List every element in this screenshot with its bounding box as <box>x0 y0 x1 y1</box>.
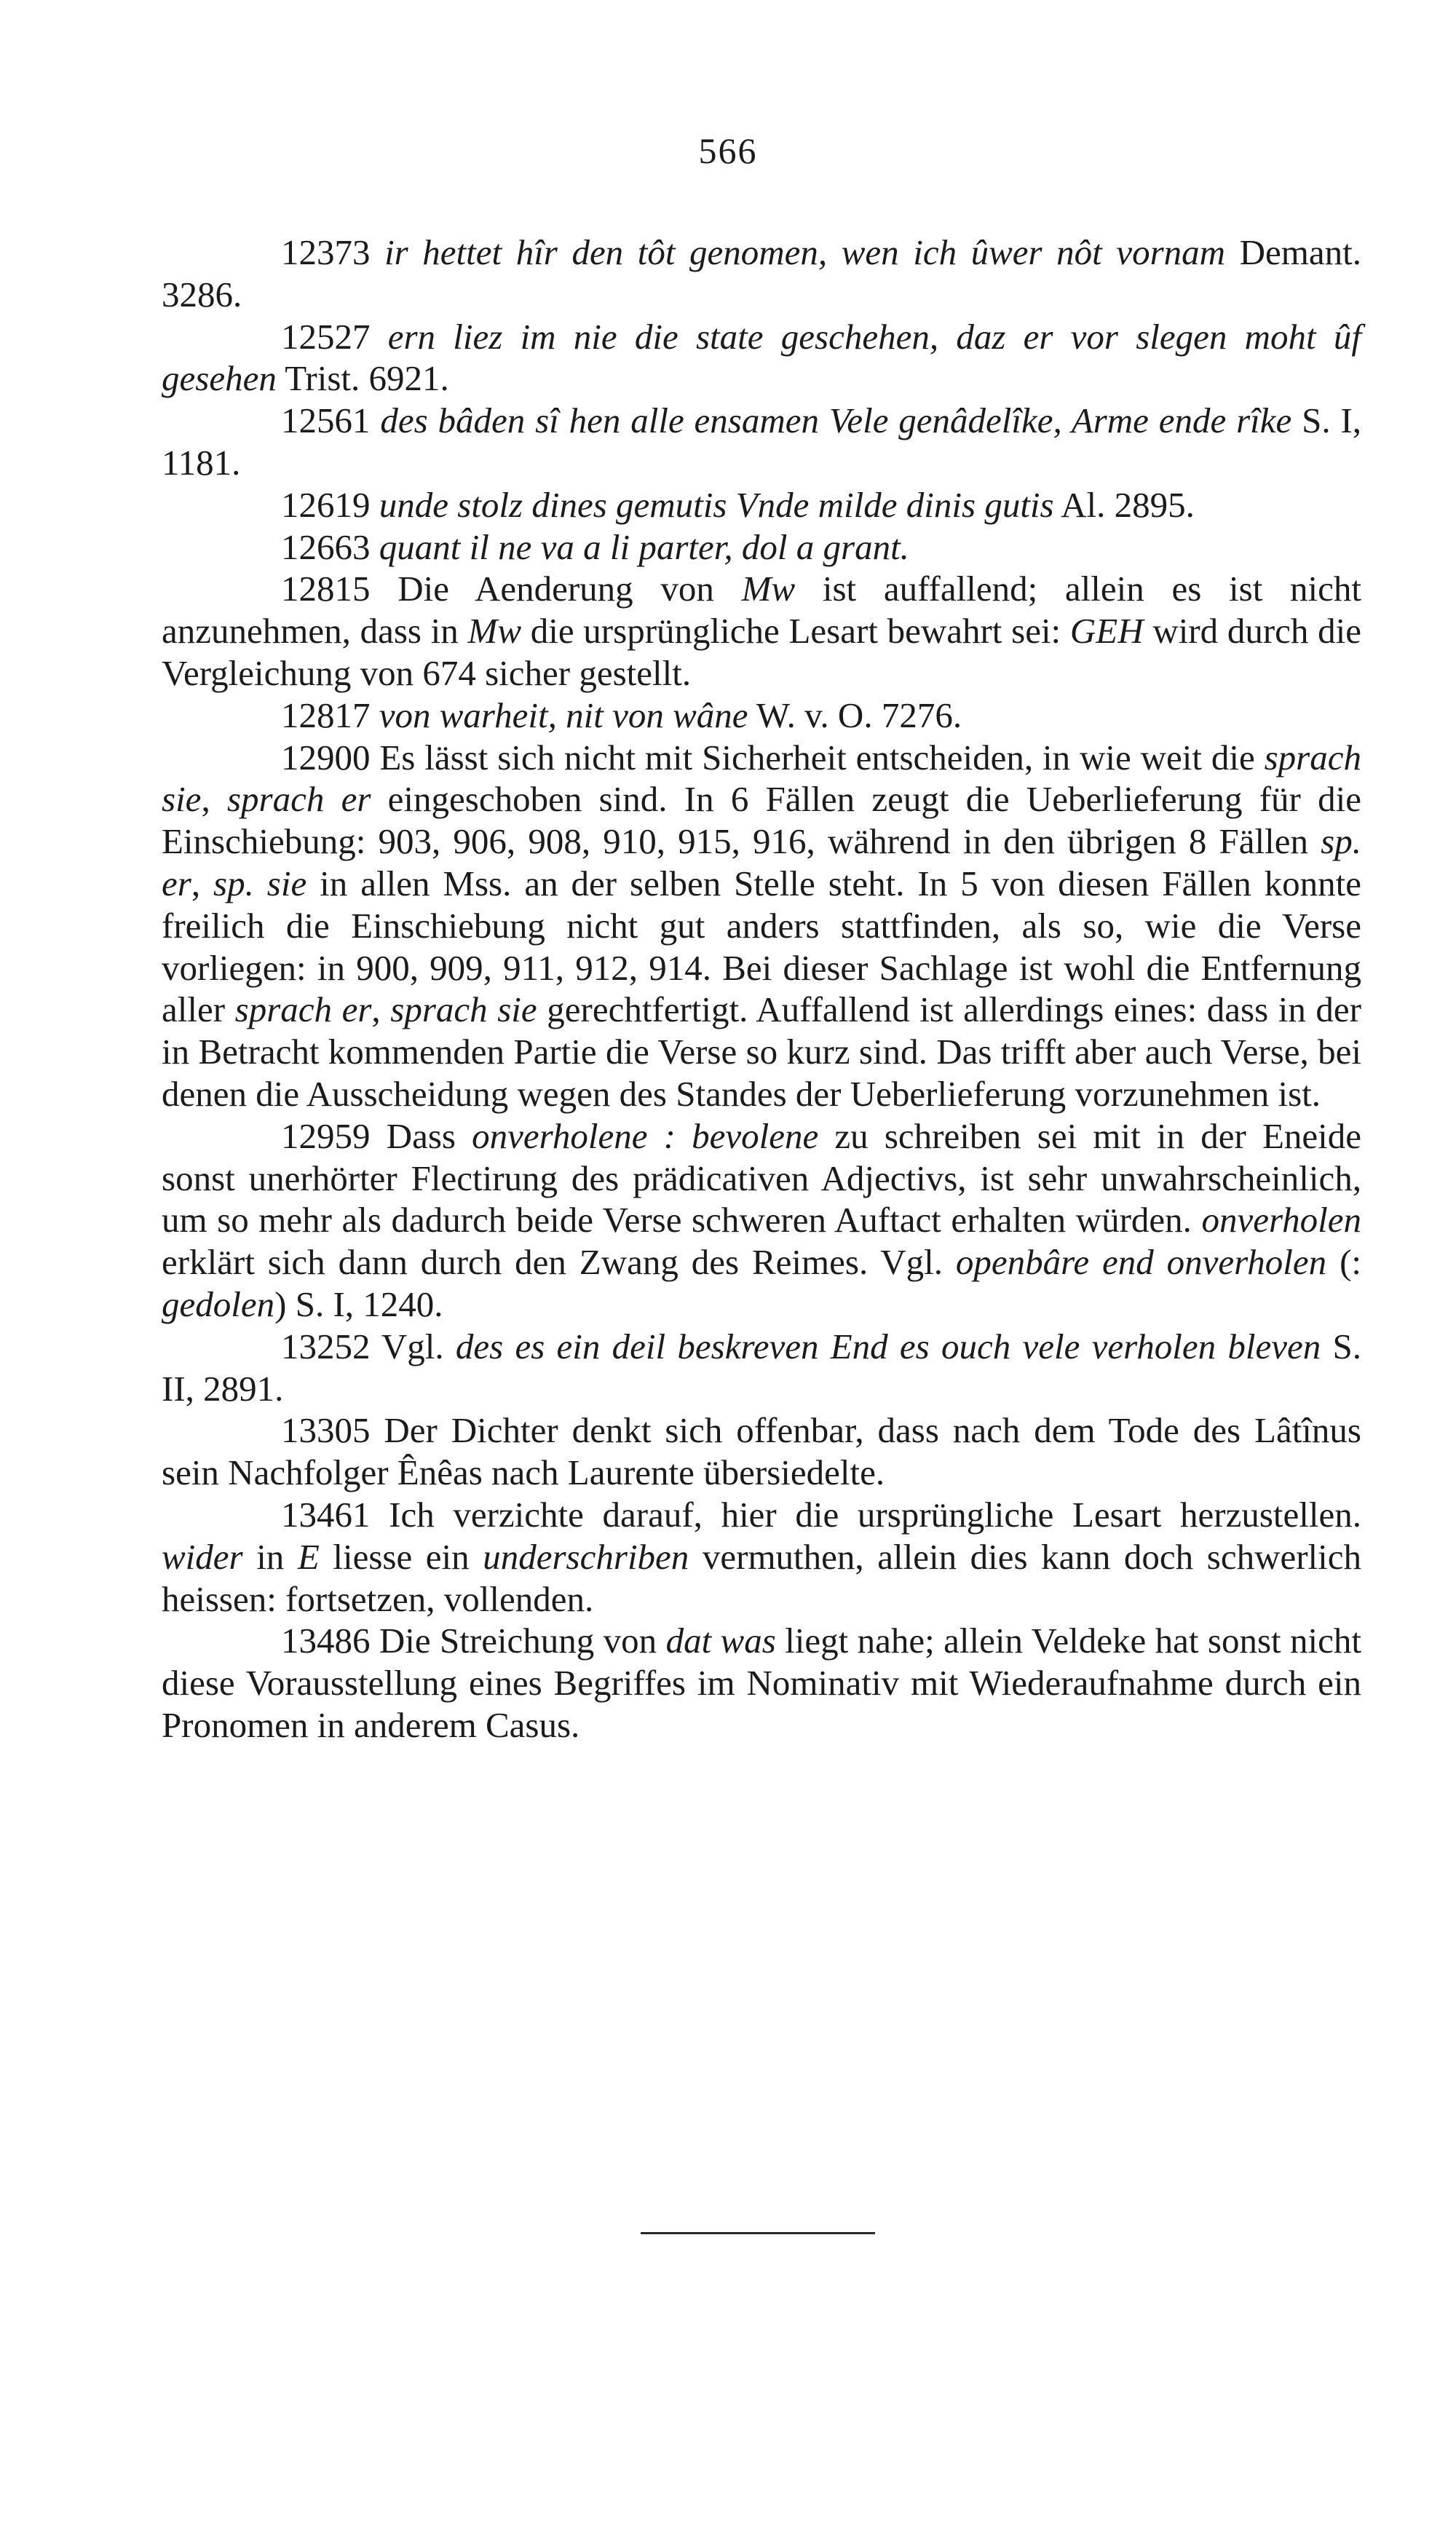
page-number: 566 <box>698 130 758 171</box>
note-entry <box>162 1620 1361 1746</box>
note-text: ir hettet hîr den tôt genomen, wen ich ûwer nôt vornam Demant. 3286. <box>162 232 1361 314</box>
line-number: 12373 <box>281 232 371 272</box>
note-entry <box>162 1326 1361 1410</box>
line-number: 12817 <box>281 695 371 735</box>
note-text: des bâden sî hen alle ensamen Vele genâdelîke, Arme ende rîke S. I, 1181. <box>162 400 1362 483</box>
note-text: Die Aenderung von Mw ist auffallend; allein es ist nicht anzunehmen, dass in Mw die ursprüngliche Lesart bewahrt sei: GEH wird durch die Vergleichung von 674 sicher gestellt. <box>162 569 1362 693</box>
line-number: 12815 <box>281 569 371 609</box>
line-number: 12527 <box>281 316 371 357</box>
line-number: 13461 <box>281 1494 371 1535</box>
line-number: 13252 <box>281 1326 371 1366</box>
note-text: Der Dichter denkt sich offenbar, dass nach dem Tode des Lâtînus sein Nachfolger Ênêas nach Laurente übersiedelte. <box>162 1410 1361 1493</box>
note-entry <box>162 400 1361 484</box>
note-entry <box>162 568 1361 694</box>
note-text: Die Streichung von dat was liegt nahe; allein Veldeke hat sonst nicht diese Vorausstellung eines Begriffes im Nominativ mit Wiederaufnahme durch ein Pronomen in anderem Casus. <box>162 1621 1362 1745</box>
note-entry <box>162 232 1361 316</box>
note-text: Es lässt sich nicht mit Sicherheit entscheiden, in wie weit die sprach sie, sprach er eingeschoben sind. In 6 Fällen zeugt die Ueberlieferung für die Einschiebung: 903, 906, 908, 910, 915, 916, während in den übrigen 8 Fällen sp. er, sp. sie in allen Mss. an der selben Stelle steht. In 5 von diesen Fällen konnte freilich die Einschiebung nicht gut anders stattfinden, als so, wie die Verse vorliegen: in 900, 909, 911, 912, 914. Bei dieser Sachlage ist wohl die Entfernung aller sprach er, sprach sie gerechtfertigt. Auffallend ist allerdings eines: dass in der in Betracht kommenden Partie die Verse so kurz sind. Das trifft aber auch Verse, bei denen die Ausscheidung wegen des Standes der Ueberlieferung vorzunehmen ist. <box>162 737 1362 1114</box>
note-text: Dass onverholene : bevolene zu schreiben sei mit in der Eneide sonst unerhörter Flectirung des prädicativen Adjectivs, ist sehr unwahrscheinlich, um so mehr als dadurch beide Verse schweren Auftact erhalten würden. onverholen erklärt sich dann durch den Zwang des Reimes. Vgl. openbâre end onverholen (: gedolen) S. I, 1240. <box>162 1115 1362 1324</box>
note-entry <box>162 526 1361 569</box>
line-number: 12561 <box>281 400 371 441</box>
note-entry <box>162 484 1361 526</box>
line-number: 12959 <box>281 1115 371 1156</box>
line-number: 12900 <box>281 737 371 778</box>
note-text: ern liez im nie die state geschehen, daz er vor slegen moht ûf gesehen Trist. 6921. <box>162 316 1361 399</box>
note-text: quant il ne va a li parter, dol a grant. <box>379 526 909 567</box>
line-number: 13305 <box>281 1410 371 1451</box>
note-entry <box>162 737 1361 1115</box>
line-number: 12619 <box>281 484 371 525</box>
note-text: von warheit, nit von wâne W. v. O. 7276. <box>379 695 962 735</box>
note-text: Vgl. des es ein deil beskreven End es ouch vele verholen bleven S. II, 2891. <box>162 1326 1361 1409</box>
end-rule <box>641 2232 875 2234</box>
note-text: unde stolz dines gemutis Vnde milde dinis gutis Al. 2895. <box>379 484 1195 525</box>
note-entry <box>162 316 1361 400</box>
note-text: Ich verzichte darauf, hier die ursprüngliche Lesart herzustellen. wider in E liesse ein underschriben vermuthen, allein dies kann doch schwerlich heissen: fortsetzen, vollenden. <box>162 1494 1362 1619</box>
note-entry <box>162 695 1361 737</box>
note-entry <box>162 1494 1361 1620</box>
note-entry <box>162 1115 1361 1326</box>
note-entry <box>162 1409 1361 1494</box>
notes-body <box>162 232 1361 1746</box>
line-number: 13486 <box>281 1621 371 1661</box>
line-number: 12663 <box>281 526 371 567</box>
